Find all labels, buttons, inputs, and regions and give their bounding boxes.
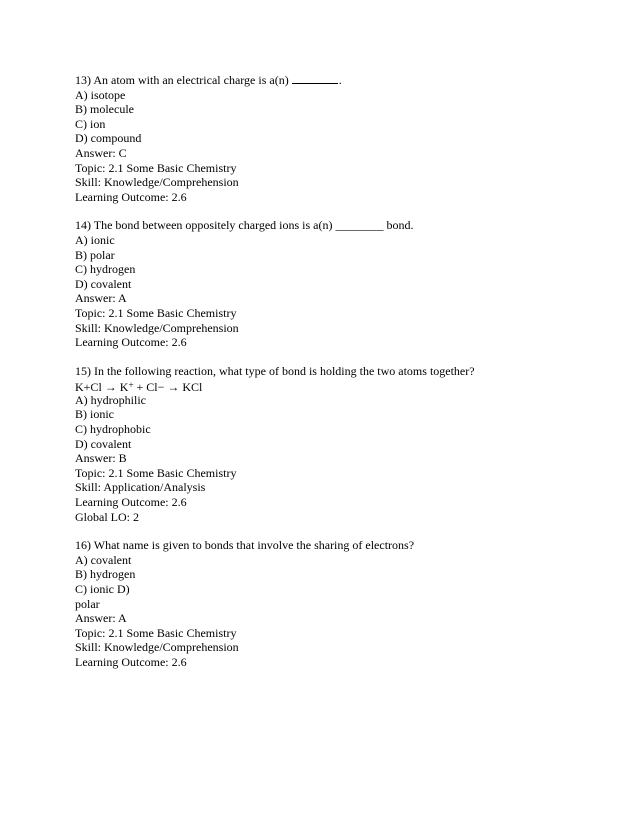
learning-outcome: Learning Outcome: 2.6 xyxy=(75,654,187,669)
option-c: C) hydrogen xyxy=(75,262,136,277)
question-prompt: 15) In the following reaction, what type of bond is holding the two atoms together? xyxy=(75,363,475,378)
option-d: D) compound xyxy=(75,131,142,146)
prompt-suffix: . xyxy=(338,73,342,87)
reaction-superscript: + xyxy=(128,380,134,391)
option-a: A) isotope xyxy=(75,87,126,102)
skill: Skill: Knowledge/Comprehension xyxy=(75,640,239,655)
answer: Answer: A xyxy=(75,291,127,306)
reaction-left: K+Cl → K xyxy=(75,380,129,395)
answer: Answer: C xyxy=(75,145,127,160)
option-c: C) hydrophobic xyxy=(75,422,151,437)
global-lo: Global LO: 2 xyxy=(75,509,139,524)
option-a: A) hydrophilic xyxy=(75,392,146,407)
question-prompt: 14) The bond between oppositely charged ions is a(n) ________ bond. xyxy=(75,218,414,233)
option-a: A) ionic xyxy=(75,232,115,247)
topic: Topic: 2.1 Some Basic Chemistry xyxy=(75,625,237,640)
learning-outcome: Learning Outcome: 2.6 xyxy=(75,189,187,204)
option-a: A) covalent xyxy=(75,552,132,567)
question-16 xyxy=(75,538,575,669)
learning-outcome: Learning Outcome: 2.6 xyxy=(75,495,187,510)
answer: Answer: A xyxy=(75,611,127,626)
option-b: B) polar xyxy=(75,247,115,262)
skill: Skill: Knowledge/Comprehension xyxy=(75,175,239,190)
option-b: B) ionic xyxy=(75,407,114,422)
option-b: B) hydrogen xyxy=(75,567,136,582)
question-14 xyxy=(75,218,575,349)
skill: Skill: Knowledge/Comprehension xyxy=(75,320,239,335)
answer-blank xyxy=(292,73,338,84)
answer: Answer: B xyxy=(75,451,127,466)
question-prompt xyxy=(75,73,575,88)
option-d: D) covalent xyxy=(75,276,132,291)
reaction-right: + Cl− → KCl xyxy=(133,380,203,395)
topic: Topic: 2.1 Some Basic Chemistry xyxy=(75,465,237,480)
reaction-equation xyxy=(75,378,575,393)
option-b: B) molecule xyxy=(75,102,134,117)
prompt-text: 13) An atom with an electrical charge is a(n) xyxy=(75,73,289,87)
learning-outcome: Learning Outcome: 2.6 xyxy=(75,335,187,350)
option-c: C) ion xyxy=(75,116,106,131)
option-d-continued: polar xyxy=(75,596,100,611)
document-page xyxy=(75,73,575,684)
question-13 xyxy=(75,73,575,204)
option-d: D) covalent xyxy=(75,436,132,451)
topic: Topic: 2.1 Some Basic Chemistry xyxy=(75,160,237,175)
question-prompt: 16) What name is given to bonds that involve the sharing of electrons? xyxy=(75,538,415,553)
skill: Skill: Application/Analysis xyxy=(75,480,206,495)
topic: Topic: 2.1 Some Basic Chemistry xyxy=(75,305,237,320)
question-15 xyxy=(75,364,575,525)
option-c-d: C) ionic D) xyxy=(75,582,130,596)
